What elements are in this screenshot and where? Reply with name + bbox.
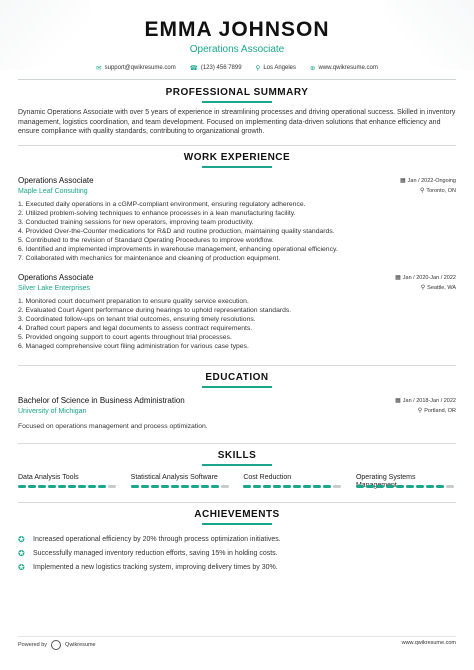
summary-text: Dynamic Operations Associate with over 5 years of experience in streamlining processes and driving operational success. Skilled in inventory management, logistics coordination, and team development. Focused on implementing data-driven solutions that enhance efficiency and ensure compliance with quality standards, contributing to organizational growth.: [18, 109, 456, 135]
calendar-icon: ▦: [395, 274, 401, 281]
job-dates: Jan / 2022-Ongoing: [407, 177, 456, 184]
skill-meter-segment: [211, 485, 219, 488]
qwikresume-logo-icon: [51, 640, 61, 650]
skill-meter: [18, 485, 118, 488]
skill-meter-segment: [161, 485, 169, 488]
brand-name[interactable]: Qwikresume: [65, 642, 96, 648]
education-note: Focused on operations management and process optimization.: [18, 422, 208, 430]
job-entry: [0, 176, 474, 263]
skill-meter-segment: [151, 485, 159, 488]
achievement-text: Implemented a new logistics tracking system, improving delivery times by 30%.: [33, 564, 278, 571]
job-bullet: 3. Conducted training sessions for new operators, improving team productivity.: [18, 218, 254, 226]
job-bullet: 5. Contributed to the revision of Standard Operating Procedures to improve workflow.: [18, 236, 274, 244]
achievements-heading-accent: [18, 523, 456, 525]
skills-section: [0, 443, 474, 488]
job-bullet: 4. Provided Over-the-Counter medications for R&D and routine production, maintaining quality standards.: [18, 227, 335, 235]
skill-meter-segment: [171, 485, 179, 488]
skill-meter-segment: [78, 485, 86, 488]
phone-text: (123) 456 7899: [200, 65, 242, 71]
skill-meter-segment: [396, 485, 404, 488]
skill-meter-segment: [426, 485, 434, 488]
skill-meter-segment: [366, 485, 374, 488]
job-location: Seattle, WA: [427, 284, 456, 291]
skill-name: Statistical Analysis Software: [130, 473, 218, 481]
skill-meter-segment: [201, 485, 209, 488]
education-top-rule: [18, 365, 456, 366]
trophy-icon: ✪: [18, 563, 25, 572]
skill-name: Cost Reduction: [243, 473, 292, 481]
contact-email[interactable]: [96, 64, 176, 72]
achievements-section: [0, 502, 474, 575]
skill-meter-segment: [263, 485, 271, 488]
footer: [18, 640, 456, 650]
skills-heading-accent: [18, 464, 456, 466]
skill-item: [356, 474, 456, 488]
achievement-text: Increased operational efficiency by 20% through process optimization initiatives.: [33, 536, 281, 543]
location-pin-icon: ⚲: [420, 284, 426, 291]
job-bullet: 7. Collaborated with mechanics for maintenance and cleaning of production equipment.: [18, 254, 281, 262]
footer-site[interactable]: www.qwikresume.com: [401, 640, 456, 646]
job-company: Silver Lake Enterprises: [18, 284, 90, 292]
location-pin-icon: ⚲: [417, 407, 423, 414]
skill-meter-segment: [323, 485, 331, 488]
education-section: [0, 365, 474, 431]
candidate-role: Operations Associate: [189, 44, 285, 55]
skill-name: Operating Systems: [355, 473, 416, 481]
skill-item: [18, 474, 118, 488]
header-divider: [18, 79, 456, 80]
experience-section: [0, 145, 474, 351]
skill-meter-segment: [376, 485, 384, 488]
skill-meter-segment: [18, 485, 26, 488]
skill-meter-segment: [68, 485, 76, 488]
powered-by-text: Powered by: [18, 642, 48, 648]
skills-top-rule: [18, 443, 456, 444]
job-location: Toronto, ON: [426, 187, 456, 194]
skill-meter-segment: [98, 485, 106, 488]
skill-meter-segment: [356, 485, 364, 488]
job-bullet: 1. Executed daily operations in a cGMP-compliant environment, ensuring regulatory adherence.: [18, 200, 306, 208]
footer-brand: [18, 640, 96, 650]
email-icon: ✉: [96, 65, 102, 72]
skill-meter-segment: [28, 485, 36, 488]
location-text: Los Angeles: [263, 65, 297, 71]
skill-item: [243, 474, 343, 488]
job-bullet: 5. Provided ongoing support to court agents throughout trial processes.: [18, 333, 232, 341]
skill-meter: [356, 485, 456, 488]
education-entry: [0, 396, 474, 431]
experience-heading-accent: [18, 166, 456, 168]
skill-meter-segment: [406, 485, 414, 488]
skill-meter-segment: [293, 485, 301, 488]
experience-top-rule: [18, 145, 456, 146]
job-bullet: 1. Monitored court document preparation to ensure quality service execution.: [18, 297, 249, 305]
skill-meter-segment: [313, 485, 321, 488]
job-bullet: 2. Utilized problem-solving techniques to enhance processes in a lean manufacturing facility.: [18, 209, 296, 217]
skill-meter-segment: [48, 485, 56, 488]
skill-name: Data Analysis Tools: [18, 473, 79, 481]
education-heading-accent: [18, 386, 456, 388]
trophy-icon: ✪: [18, 549, 25, 558]
achievement-item: [18, 533, 456, 547]
location-pin-icon: ⚲: [419, 187, 425, 194]
job-bullets: [18, 200, 456, 263]
skill-meter-segment: [446, 485, 454, 488]
contact-location: [256, 64, 296, 72]
job-bullets: [18, 297, 456, 351]
achievement-text: Successfully managed inventory reduction efforts, saving 15% in holding costs.: [33, 550, 278, 557]
skill-meter-segment: [253, 485, 261, 488]
location-icon: ⚲: [255, 65, 261, 72]
skill-meter-segment: [181, 485, 189, 488]
skill-meter-segment: [131, 485, 139, 488]
experience-heading: WORK EXPERIENCE: [183, 151, 291, 163]
footer-divider: [18, 636, 456, 637]
skills-heading: SKILLS: [217, 449, 257, 461]
job-entry: [0, 273, 474, 351]
trophy-icon: ✪: [18, 535, 25, 544]
degree-title: Bachelor of Science in Business Administration: [18, 395, 185, 405]
website-text: www.qwikresume.com: [318, 65, 378, 71]
skill-meter-segment: [88, 485, 96, 488]
achievements-top-rule: [18, 502, 456, 503]
candidate-name: EMMA JOHNSON: [144, 18, 330, 41]
achievements-heading: ACHIEVEMENTS: [194, 508, 280, 520]
job-bullet: 2. Evaluated Court Agent performance during hearings to uphold representation standards.: [18, 306, 292, 314]
skills-list: [0, 474, 474, 488]
skill-meter-segment: [108, 485, 116, 488]
job-bullet: 6. Managed comprehensive court filing administration for various case types.: [18, 342, 249, 350]
skill-meter-segment: [303, 485, 311, 488]
achievements-list: [0, 533, 474, 575]
job-bullet: 4. Drafted court papers and legal documents to assess contract requirements.: [18, 324, 253, 332]
school-name: University of Michigan: [18, 407, 87, 415]
skill-meter-segment: [58, 485, 66, 488]
skill-meter-segment: [191, 485, 199, 488]
job-bullet: 3. Coordinated follow-ups on tenant trial outcomes, ensuring timely resolutions.: [18, 315, 256, 323]
job-title: Operations Associate: [18, 175, 94, 185]
skill-meter: [131, 485, 231, 488]
skill-meter-segment: [141, 485, 149, 488]
skill-meter-segment: [273, 485, 281, 488]
achievement-item: [18, 547, 456, 561]
skill-meter-segment: [243, 485, 251, 488]
summary-heading: PROFESSIONAL SUMMARY: [165, 87, 309, 98]
calendar-icon: ▦: [395, 397, 401, 404]
email-text: support@qwikresume.com: [104, 65, 176, 71]
job-bullet: 6. Identified and implemented improvements in warehouse management, enhancing operational efficiency.: [18, 245, 338, 253]
skill-meter-segment: [333, 485, 341, 488]
job-company: Maple Leaf Consulting: [18, 187, 88, 195]
contact-website[interactable]: [310, 64, 378, 72]
skill-meter-segment: [283, 485, 291, 488]
achievement-item: [18, 561, 456, 575]
skill-meter-segment: [416, 485, 424, 488]
corner-decoration-right: [384, 0, 474, 70]
corner-decoration-left: [0, 0, 90, 70]
education-location: Portland, OR: [424, 407, 456, 414]
education-dates: Jan / 2018-Jan / 2022: [402, 397, 456, 404]
skill-meter-segment: [436, 485, 444, 488]
phone-icon: ☎: [189, 65, 198, 72]
education-heading: EDUCATION: [205, 371, 269, 383]
skill-meter-segment: [386, 485, 394, 488]
summary-section: [0, 87, 474, 137]
calendar-icon: ▦: [400, 177, 406, 184]
job-dates: Jan / 2020-Jan / 2022: [402, 274, 456, 281]
skill-item: [131, 474, 231, 488]
skill-meter: [243, 485, 343, 488]
globe-icon: ⊕: [310, 65, 316, 72]
skill-meter-segment: [38, 485, 46, 488]
contact-phone[interactable]: [190, 64, 242, 72]
skill-meter-segment: [221, 485, 229, 488]
job-title: Operations Associate: [18, 272, 94, 282]
